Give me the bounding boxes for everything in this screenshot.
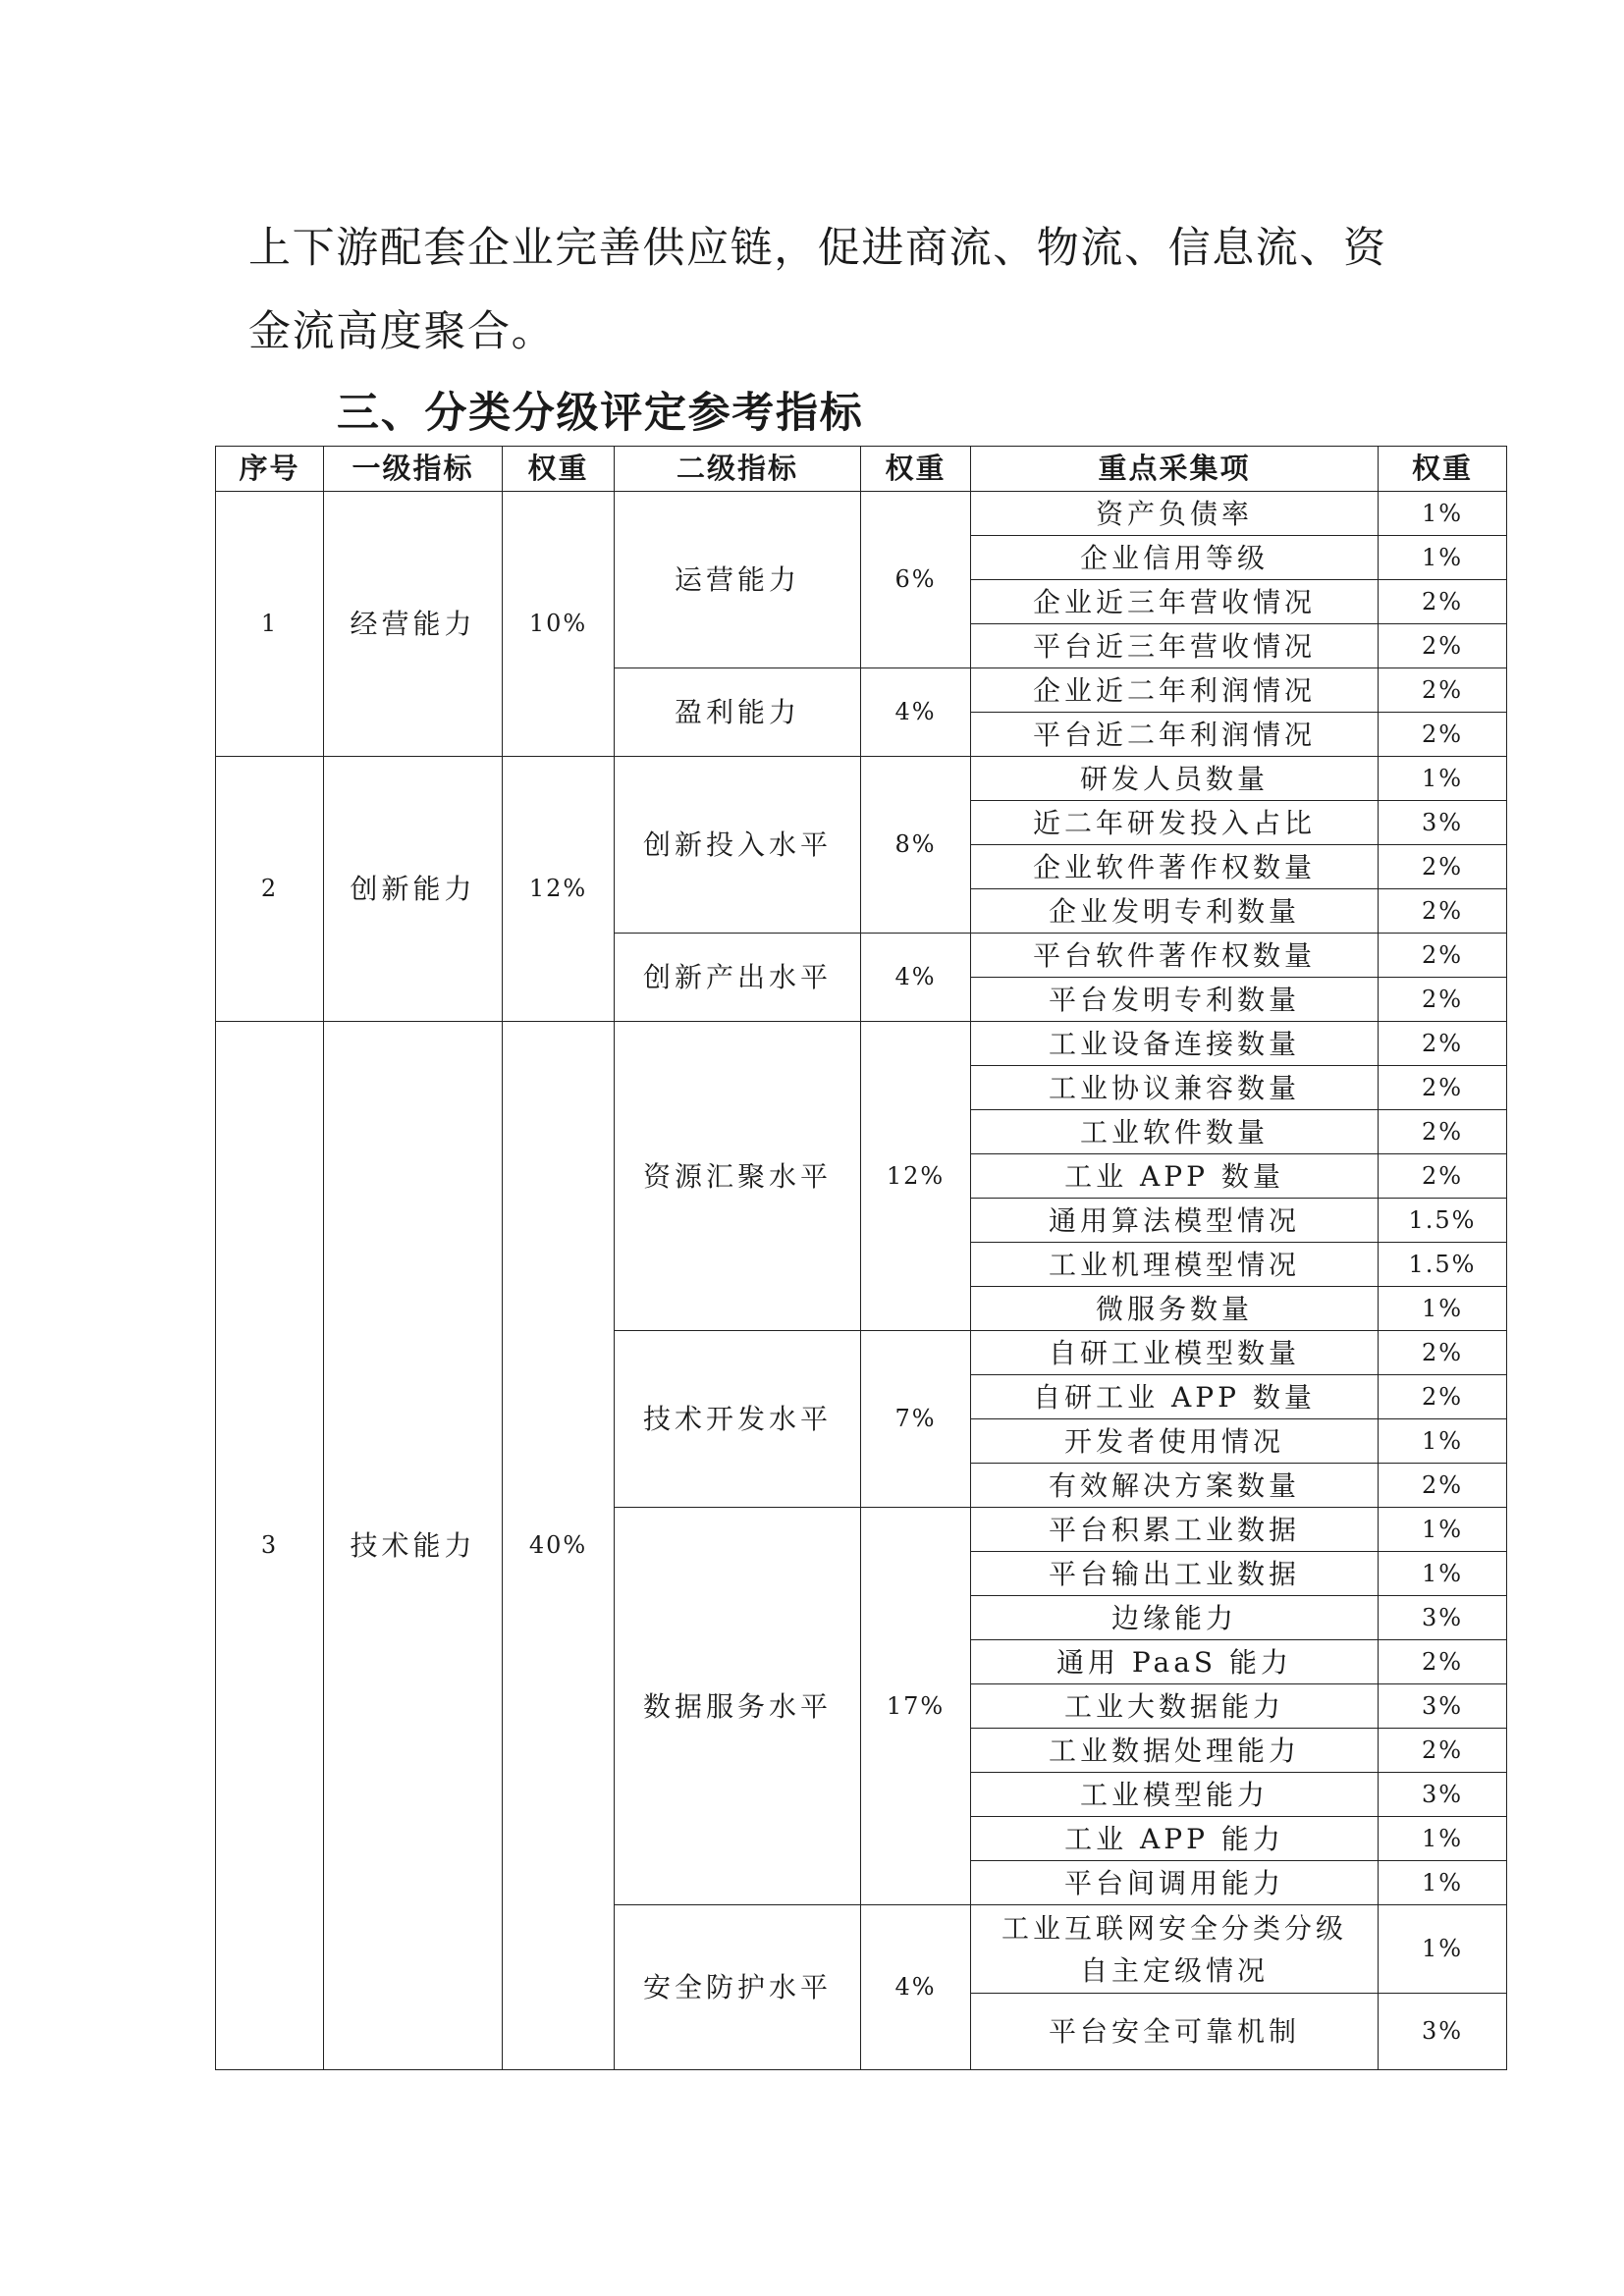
- item-name-cell: 企业软件著作权数量: [971, 845, 1379, 889]
- item-name-cell: 平台输出工业数据: [971, 1552, 1379, 1596]
- item-name-cell: 平台安全可靠机制: [971, 1994, 1379, 2070]
- item-weight-cell: 2%: [1379, 668, 1507, 713]
- paragraph-line: 金流高度聚合。: [248, 307, 556, 356]
- table-body: [216, 492, 1507, 2070]
- table-header: [216, 447, 1507, 492]
- evaluation-criteria-table: [215, 446, 1507, 2070]
- group-weight-cell: 10%: [503, 492, 615, 757]
- subgroup-name-cell: 创新产出水平: [615, 934, 861, 1022]
- item-name-cell: 有效解决方案数量: [971, 1464, 1379, 1508]
- item-weight-cell: 2%: [1379, 1066, 1507, 1110]
- table-header-row: [216, 447, 1507, 492]
- item-weight-cell: 2%: [1379, 1375, 1507, 1419]
- item-weight-cell: 2%: [1379, 1729, 1507, 1773]
- item-name-cell: 工业 APP 能力: [971, 1817, 1379, 1861]
- item-weight-cell: 1%: [1379, 1861, 1507, 1905]
- item-weight-cell: 2%: [1379, 713, 1507, 757]
- item-weight-cell: 2%: [1379, 1154, 1507, 1199]
- subgroup-weight-cell: 17%: [861, 1508, 971, 1905]
- item-weight-cell: 2%: [1379, 1464, 1507, 1508]
- subgroup-name-cell: 盈利能力: [615, 668, 861, 757]
- item-name-cell: 工业软件数量: [971, 1110, 1379, 1154]
- item-weight-cell: 1%: [1379, 1287, 1507, 1331]
- item-name-cell: 平台近二年利润情况: [971, 713, 1379, 757]
- item-weight-cell: 1%: [1379, 536, 1507, 580]
- subgroup-weight-cell: 7%: [861, 1331, 971, 1508]
- item-weight-cell: 1.5%: [1379, 1199, 1507, 1243]
- group-number-cell: 3: [216, 1022, 324, 2070]
- subgroup-weight-cell: 6%: [861, 492, 971, 668]
- group-name-cell: 技术能力: [324, 1022, 503, 2070]
- item-weight-cell: 3%: [1379, 1596, 1507, 1640]
- item-name-cell: 企业近二年利润情况: [971, 668, 1379, 713]
- header-cell-level2-weight: 权重: [861, 447, 971, 492]
- group-name-cell: 经营能力: [324, 492, 503, 757]
- item-name-cell: 自研工业模型数量: [971, 1331, 1379, 1375]
- item-name-cell: 工业模型能力: [971, 1773, 1379, 1817]
- item-name-cell: 平台软件著作权数量: [971, 934, 1379, 978]
- subgroup-name-cell: 安全防护水平: [615, 1905, 861, 2070]
- item-name-cell: 工业设备连接数量: [971, 1022, 1379, 1066]
- item-weight-cell: 1%: [1379, 492, 1507, 536]
- subgroup-weight-cell: 8%: [861, 757, 971, 934]
- item-name-cell: 工业 APP 数量: [971, 1154, 1379, 1199]
- item-weight-cell: 1%: [1379, 1508, 1507, 1552]
- item-weight-cell: 3%: [1379, 1994, 1507, 2070]
- item-weight-cell: 3%: [1379, 801, 1507, 845]
- item-weight-cell: 1.5%: [1379, 1243, 1507, 1287]
- item-weight-cell: 2%: [1379, 1110, 1507, 1154]
- paragraph-line: 上下游配套企业完善供应链，促进商流、物流、信息流、资: [248, 224, 1387, 273]
- item-name-cell: 通用算法模型情况: [971, 1199, 1379, 1243]
- header-cell-seq-no: 序号: [216, 447, 324, 492]
- group-weight-cell: 12%: [503, 757, 615, 1022]
- subgroup-name-cell: 创新投入水平: [615, 757, 861, 934]
- subgroup-name-cell: 运营能力: [615, 492, 861, 668]
- item-weight-cell: 1%: [1379, 1905, 1507, 1994]
- item-name-cell: 工业互联网安全分类分级 自主定级情况: [971, 1905, 1379, 1994]
- item-name-cell: 平台近三年营收情况: [971, 624, 1379, 668]
- item-name-cell: 工业数据处理能力: [971, 1729, 1379, 1773]
- item-name-cell: 自研工业 APP 数量: [971, 1375, 1379, 1419]
- item-name-cell: 边缘能力: [971, 1596, 1379, 1640]
- group-number-cell: 1: [216, 492, 324, 757]
- item-name-cell: 通用 PaaS 能力: [971, 1640, 1379, 1684]
- item-weight-cell: 2%: [1379, 845, 1507, 889]
- item-weight-cell: 1%: [1379, 1817, 1507, 1861]
- section-heading: 三、分类分级评定参考指标: [337, 389, 864, 438]
- subgroup-weight-cell: 12%: [861, 1022, 971, 1331]
- item-name-cell: 资产负债率: [971, 492, 1379, 536]
- header-cell-level2-indicator: 二级指标: [615, 447, 861, 492]
- item-name-cell: 企业信用等级: [971, 536, 1379, 580]
- item-weight-cell: 3%: [1379, 1773, 1507, 1817]
- header-cell-key-item: 重点采集项: [971, 447, 1379, 492]
- item-weight-cell: 2%: [1379, 934, 1507, 978]
- item-weight-cell: 1%: [1379, 757, 1507, 801]
- item-name-cell: 微服务数量: [971, 1287, 1379, 1331]
- item-name-cell: 企业近三年营收情况: [971, 580, 1379, 624]
- item-weight-cell: 2%: [1379, 889, 1507, 934]
- subgroup-name-cell: 资源汇聚水平: [615, 1022, 861, 1331]
- subgroup-name-cell: 技术开发水平: [615, 1331, 861, 1508]
- table-row: [216, 492, 1507, 536]
- group-name-cell: 创新能力: [324, 757, 503, 1022]
- group-number-cell: 2: [216, 757, 324, 1022]
- subgroup-weight-cell: 4%: [861, 668, 971, 757]
- item-name-cell: 平台发明专利数量: [971, 978, 1379, 1022]
- item-weight-cell: 2%: [1379, 624, 1507, 668]
- subgroup-weight-cell: 4%: [861, 1905, 971, 2070]
- item-name-cell: 工业大数据能力: [971, 1684, 1379, 1729]
- item-name-cell: 企业发明专利数量: [971, 889, 1379, 934]
- item-weight-cell: 1%: [1379, 1552, 1507, 1596]
- subgroup-weight-cell: 4%: [861, 934, 971, 1022]
- item-weight-cell: 2%: [1379, 580, 1507, 624]
- header-cell-item-weight: 权重: [1379, 447, 1507, 492]
- item-name-cell: 平台积累工业数据: [971, 1508, 1379, 1552]
- item-weight-cell: 2%: [1379, 1022, 1507, 1066]
- item-name-cell: 平台间调用能力: [971, 1861, 1379, 1905]
- item-weight-cell: 1%: [1379, 1419, 1507, 1464]
- item-weight-cell: 2%: [1379, 1331, 1507, 1375]
- header-cell-level1-indicator: 一级指标: [324, 447, 503, 492]
- item-name-cell: 工业协议兼容数量: [971, 1066, 1379, 1110]
- header-cell-level1-weight: 权重: [503, 447, 615, 492]
- item-name-cell: 工业机理模型情况: [971, 1243, 1379, 1287]
- item-weight-cell: 2%: [1379, 1640, 1507, 1684]
- table-row: [216, 757, 1507, 801]
- item-name-cell: 开发者使用情况: [971, 1419, 1379, 1464]
- group-weight-cell: 40%: [503, 1022, 615, 2070]
- subgroup-name-cell: 数据服务水平: [615, 1508, 861, 1905]
- table-row: [216, 1022, 1507, 1066]
- item-weight-cell: 3%: [1379, 1684, 1507, 1729]
- item-weight-cell: 2%: [1379, 978, 1507, 1022]
- item-name-cell: 近二年研发投入占比: [971, 801, 1379, 845]
- item-name-cell: 研发人员数量: [971, 757, 1379, 801]
